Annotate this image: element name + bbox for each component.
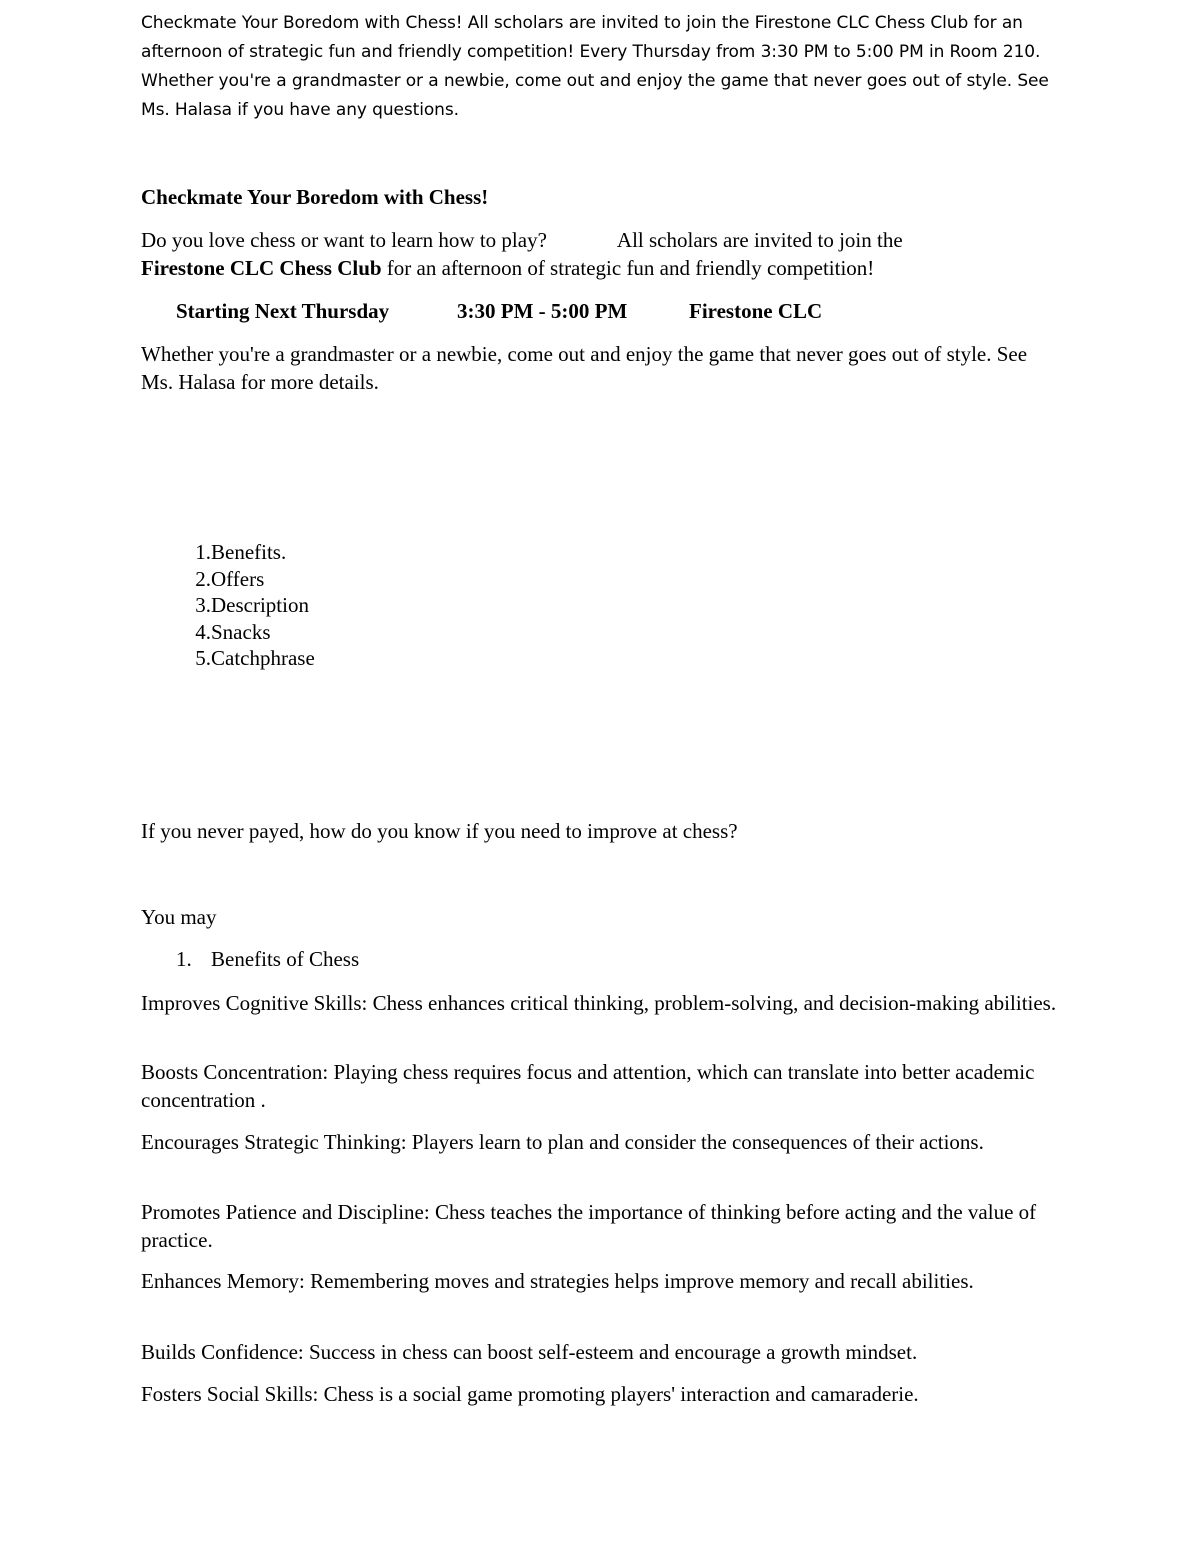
question-line: If you never payed, how do you know if you need to improve at chess? bbox=[141, 819, 738, 843]
benefit-paragraph: Encourages Strategic Thinking: Players learn to plan and consider the consequences of their actions. bbox=[141, 1130, 984, 1154]
list-item: 2.Offers bbox=[195, 566, 265, 591]
benefit-paragraph: Promotes Patience and Discipline: Chess teaches the importance of thinking before acting and the value of practice. bbox=[141, 1200, 1037, 1252]
section-number: 1. bbox=[176, 947, 192, 971]
flyer-invite-start: All scholars are invited to join the bbox=[616, 228, 903, 252]
list-item: 5.Catchphrase bbox=[195, 646, 315, 671]
benefit-paragraph: Enhances Memory: Remembering moves and strategies helps improve memory and recall abilities. bbox=[141, 1269, 974, 1293]
flyer-question: Do you love chess or want to learn how to play? bbox=[141, 228, 547, 252]
event-when: Starting Next Thursday bbox=[176, 299, 390, 323]
event-time: 3:30 PM - 5:00 PM bbox=[457, 299, 628, 323]
club-name: Firestone CLC Chess Club bbox=[141, 256, 382, 280]
event-where: Firestone CLC bbox=[689, 299, 823, 323]
flyer-invite-end: for an afternoon of strategic fun and friendly competition! bbox=[386, 256, 875, 280]
section-title: Benefits of Chess bbox=[211, 947, 360, 971]
flyer-invitation bbox=[141, 226, 1061, 282]
benefit-paragraph: Improves Cognitive Skills: Chess enhances critical thinking, problem-solving, and decision-making abilities. bbox=[141, 991, 1057, 1015]
list-item: 3.Description bbox=[195, 593, 309, 618]
benefit-paragraph: Builds Confidence: Success in chess can boost self-esteem and encourage a growth mindset. bbox=[141, 1340, 918, 1364]
intro-paragraph: Checkmate Your Boredom with Chess! All scholars are invited to join the Firestone CLC Chess Club for an afternoon of strategic fun and friendly competition! Every Thursday from 3:30 PM to 5:00 PM in Room 210. Whether you're a grandmaster or a newbie, come out and enjoy the game that never goes out of style. See Ms. Halasa if you have any questions. bbox=[141, 13, 1049, 120]
benefit-paragraph: Boosts Concentration: Playing chess requires focus and attention, which can translate into better academic concentration . bbox=[141, 1060, 1035, 1112]
flyer-closing: Whether you're a grandmaster or a newbie, come out and enjoy the game that never goes out of style. See Ms. Halasa for more details. bbox=[141, 342, 1028, 394]
outline-list bbox=[141, 539, 315, 672]
flyer-heading: Checkmate Your Boredom with Chess! bbox=[141, 185, 489, 209]
benefit-paragraph: Fosters Social Skills: Chess is a social game promoting players' interaction and camaraderie. bbox=[141, 1382, 919, 1406]
you-may-line: You may bbox=[141, 905, 217, 929]
list-item: 4.Snacks bbox=[195, 619, 271, 644]
list-item: 1.Benefits. bbox=[195, 540, 287, 564]
benefits-section-heading bbox=[141, 945, 1061, 973]
event-details bbox=[176, 297, 822, 325]
